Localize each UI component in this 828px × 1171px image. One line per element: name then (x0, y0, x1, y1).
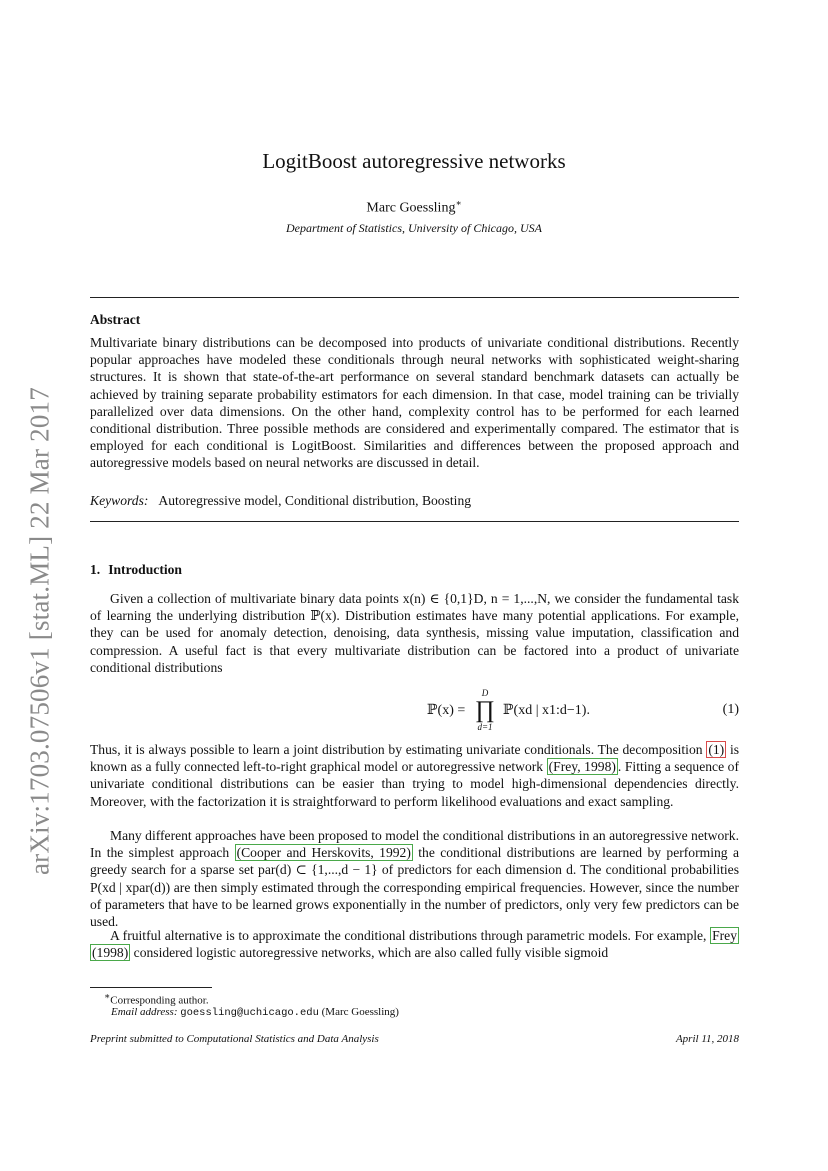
keywords (90, 493, 739, 509)
arxiv-stamp: arXiv:1703.07506v1 [stat.ML] 22 Mar 2017 (24, 387, 55, 875)
abstract-top-rule (90, 297, 739, 298)
equation-rhs: ℙ(xd | x1:d−1). (503, 703, 590, 718)
paragraph-4 (90, 927, 739, 961)
citation-frey-year[interactable]: (1998) (92, 945, 129, 961)
footnote-text: Corresponding author. (110, 994, 209, 1007)
section-title: Introduction (108, 562, 182, 577)
footnote-email (111, 1006, 399, 1019)
equation-lhs: ℙ(x) = (427, 703, 466, 718)
abstract-heading: Abstract (90, 312, 141, 327)
email-label: Email address: (111, 1006, 178, 1018)
keywords-text: Autoregressive model, Conditional distribution, Boosting (158, 493, 472, 508)
footer-submission: Preprint submitted to Computational Statistics and Data Analysis (90, 1033, 379, 1045)
paragraph-3-text-a: Many different approaches have been proposed to model the conditional distributions in an autoregressive network. In the simplest approach (90, 828, 739, 861)
equation-ref-link[interactable]: (1) (708, 742, 725, 757)
paragraph-2-text-c: . Fitting a sequence of univariate conditional distributions can be easier than trying to model high-dimensional dependencies directly. Moreover, with the factorization it is straightforward to perform likelihood evaluations and exact sampling. (90, 759, 739, 809)
footnote-rule (90, 987, 212, 988)
product-upper-limit: D (481, 688, 489, 698)
paragraph-2-text-b: is known as a fully connected left-to-right graphical model or autoregressive network (90, 742, 740, 775)
equation-number: (1) (722, 702, 739, 717)
paragraph-3 (90, 827, 739, 930)
author-mark: ∗ (455, 198, 462, 208)
paragraph-4-text-a: A fruitful alternative is to approximate the conditional distributions through parametric models. For example, (110, 928, 707, 943)
author-name: Marc Goessling (366, 200, 456, 216)
product-lower-limit: d=1 (477, 722, 493, 732)
citation-frey-name[interactable]: Frey (712, 928, 737, 943)
author-line (0, 198, 828, 217)
paragraph-4-text-b: considered logistic autoregressive networks, which are also called fully visible sigmoid (133, 945, 609, 961)
keywords-label: Keywords: (90, 493, 149, 508)
email-owner: (Marc Goessling) (321, 1006, 399, 1018)
paragraph-1: Given a collection of multivariate binary data points x(n) ∈ {0,1}D, n = 1,...,N, we consider the fundamental task of learning the underlying distribution ℙ(x). Distribution estimates have many potential applications. For example, they can be used for anomaly detection, denoising, data synthesis, missing value imputation, classification and compression. A useful fact is that every multivariate distribution can be factored into a product of univariate conditional distributions (90, 591, 739, 675)
paper-title: LogitBoost autoregressive networks (262, 149, 566, 173)
abstract-text: Multivariate binary distributions can be decomposed into products of univariate conditional distributions. Recently popular approaches have modeled these conditionals through neural networks with sophisticated weight-sharing structures. It is shown that state-of-the-art performance on several standard benchmark datasets can actually be achieved by training separate probability estimators for each dimension. In that case, model training can be trivially parallelized over data dimensions. On the other hand, complexity control has to be performed for each learned conditional distribution. Three possible methods are considered and experimentally compared. The estimator that is employed for each conditional is LogitBoost. Similarities and differences between the proposed approach and autoregressive models based on neural networks are discussed in detail. (90, 335, 739, 471)
section-heading (90, 562, 182, 578)
section-number: 1. (90, 562, 101, 577)
footer-date: April 11, 2018 (675, 1033, 739, 1045)
paragraph-2-text-a: Thus, it is always possible to learn a joint distribution by estimating univariate conditionals. The decomposition (90, 742, 703, 757)
affiliation: Department of Statistics, University of Chicago, USA (286, 221, 542, 235)
footnote-corresponding (104, 991, 209, 1007)
citation-cooper-herskovits[interactable]: (Cooper and Herskovits, 1992) (236, 845, 411, 861)
paragraph-3-text-b: the conditional distributions are learned by performing a greedy search for a sparse set par(d) ⊂ {1,...,d − 1} of predictors for each dimension d. The conditional probabilities P(xd | xpar(d)) are then simply estimated through the corresponding empirical frequencies. However, since the number of parameters that have to be learned grows exponentially in the number of predictors, only very few predictors can be used. (90, 845, 739, 930)
paragraph-2 (90, 741, 739, 810)
equation-1 (90, 688, 739, 738)
citation-frey-1998[interactable]: (Frey, 1998) (548, 759, 616, 775)
footnote-mark: ∗ (104, 991, 111, 1001)
product-symbol: ∏ (475, 697, 495, 723)
product-operator (473, 688, 497, 732)
abstract-bottom-rule (90, 521, 739, 522)
email-address[interactable]: goessling@uchicago.edu (180, 1007, 319, 1019)
